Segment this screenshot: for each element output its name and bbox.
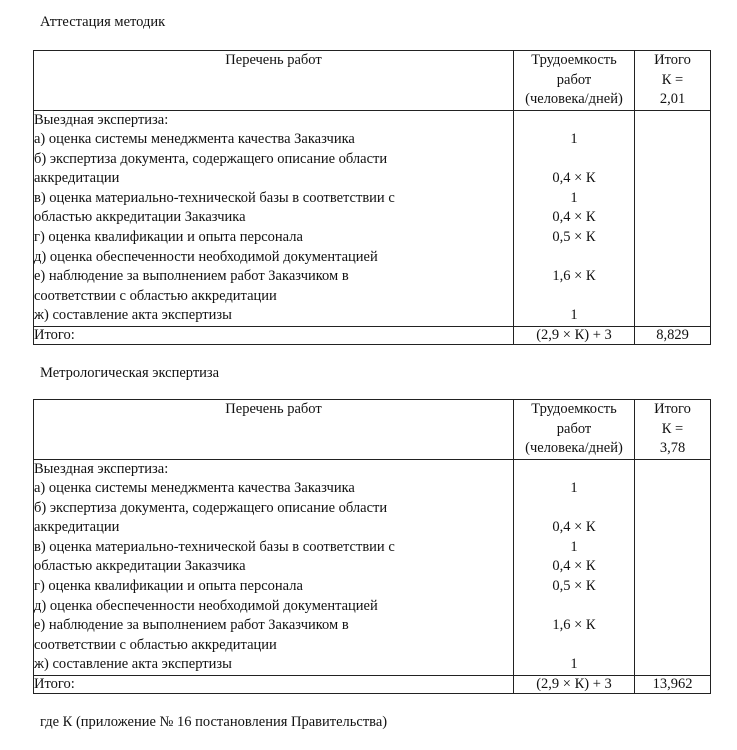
total-value: 13,962 [635, 676, 711, 694]
list-item: б) экспертиза документа, содержащего описание области [34, 499, 388, 516]
labor-value: 1 [570, 307, 578, 324]
list-item: е) наблюдение за выполнением работ Заказчиком в [34, 268, 349, 285]
labor-value [514, 150, 634, 170]
labor-value [514, 636, 634, 656]
list-item: Выездная экспертиза: [34, 111, 169, 128]
list-item: аккредитации [34, 170, 120, 187]
section-title: Аттестация методик [40, 14, 166, 30]
labor-values [514, 459, 635, 676]
labor-value [514, 499, 634, 519]
work-table [33, 50, 711, 345]
list-item: соответствии с областью аккредитации [34, 636, 277, 653]
list-item: г) оценка квалификации и опыта персонала [34, 578, 303, 595]
labor-value: 0,5 × К [552, 578, 596, 595]
work-table [33, 399, 711, 694]
list-item: областью аккредитации Заказчика [34, 558, 246, 575]
list-item: г) оценка квалификации и опыта персонала [34, 229, 303, 246]
total-row [34, 676, 711, 694]
list-item: ж) составление акта экспертизы [34, 656, 232, 673]
labor-value: 1 [570, 189, 578, 206]
header-labor-line: (человека/дней) [525, 440, 623, 456]
total-label: Итого: [34, 327, 514, 345]
list-item: областью аккредитации Заказчика [34, 209, 246, 226]
labor-value [514, 597, 634, 617]
list-item: в) оценка материально-технической базы в соответствии с [34, 538, 395, 555]
work-items [34, 110, 514, 327]
list-item: б) экспертиза документа, содержащего описание области [34, 150, 388, 167]
list-item: аккредитации [34, 519, 120, 536]
labor-value [514, 287, 634, 307]
footnote: где К (приложение № 16 постановления Правительства) [40, 714, 388, 730]
total-formula: (2,9 × К) + 3 [514, 676, 635, 694]
labor-values [514, 110, 635, 327]
header-labor-line: (человека/дней) [525, 91, 623, 107]
total-value: 8,829 [635, 327, 711, 345]
table-body-row [34, 110, 711, 327]
list-item: д) оценка обеспеченности необходимой документацией [34, 248, 378, 265]
header-labor-line: Трудоемкость [531, 52, 617, 68]
labor-value: 1,6 × К [552, 617, 596, 634]
header-work-list: Перечень работ [34, 51, 514, 111]
section-title: Метрологическая экспертиза [40, 365, 220, 381]
total-empty-cell [635, 459, 711, 676]
total-empty-cell [635, 110, 711, 327]
labor-value: 1 [570, 131, 578, 148]
header-total [635, 51, 711, 111]
header-total-line: К = [661, 420, 684, 437]
total-label: Итого: [34, 676, 514, 694]
header-total-line: Итого [654, 52, 691, 68]
list-item: соответствии с областью аккредитации [34, 287, 277, 304]
table-header-row [34, 400, 711, 460]
total-formula: (2,9 × К) + 3 [514, 327, 635, 345]
list-item: а) оценка системы менеджмента качества Заказчика [34, 131, 355, 148]
header-labor-line: работ [556, 420, 592, 437]
list-item: ж) составление акта экспертизы [34, 307, 232, 324]
header-labor-line: работ [556, 71, 592, 88]
header-labor [514, 51, 635, 111]
header-work-list: Перечень работ [34, 400, 514, 460]
table-body-row [34, 459, 711, 676]
labor-value: 0,4 × К [552, 170, 596, 187]
labor-value [514, 460, 634, 480]
labor-value: 1 [570, 480, 578, 497]
header-total-line: 2,01 [659, 91, 686, 107]
header-labor-line: Трудоемкость [531, 401, 617, 417]
list-item: д) оценка обеспеченности необходимой документацией [34, 597, 378, 614]
header-total [635, 400, 711, 460]
work-items [34, 459, 514, 676]
labor-value: 0,4 × К [552, 558, 596, 575]
list-item: е) наблюдение за выполнением работ Заказчиком в [34, 617, 349, 634]
list-item: а) оценка системы менеджмента качества Заказчика [34, 480, 355, 497]
labor-value: 1 [570, 656, 578, 673]
header-total-line: 3,78 [659, 440, 686, 456]
list-item: в) оценка материально-технической базы в соответствии с [34, 189, 395, 206]
labor-value: 0,4 × К [552, 519, 596, 536]
labor-value: 1 [570, 538, 578, 555]
labor-value: 0,4 × К [552, 209, 596, 226]
labor-value: 1,6 × К [552, 268, 596, 285]
header-total-line: К = [661, 71, 684, 88]
labor-value [514, 111, 634, 131]
total-row [34, 327, 711, 345]
table-header-row [34, 51, 711, 111]
header-labor [514, 400, 635, 460]
header-total-line: Итого [654, 401, 691, 417]
labor-value: 0,5 × К [552, 229, 596, 246]
list-item: Выездная экспертиза: [34, 460, 169, 477]
labor-value [514, 248, 634, 268]
